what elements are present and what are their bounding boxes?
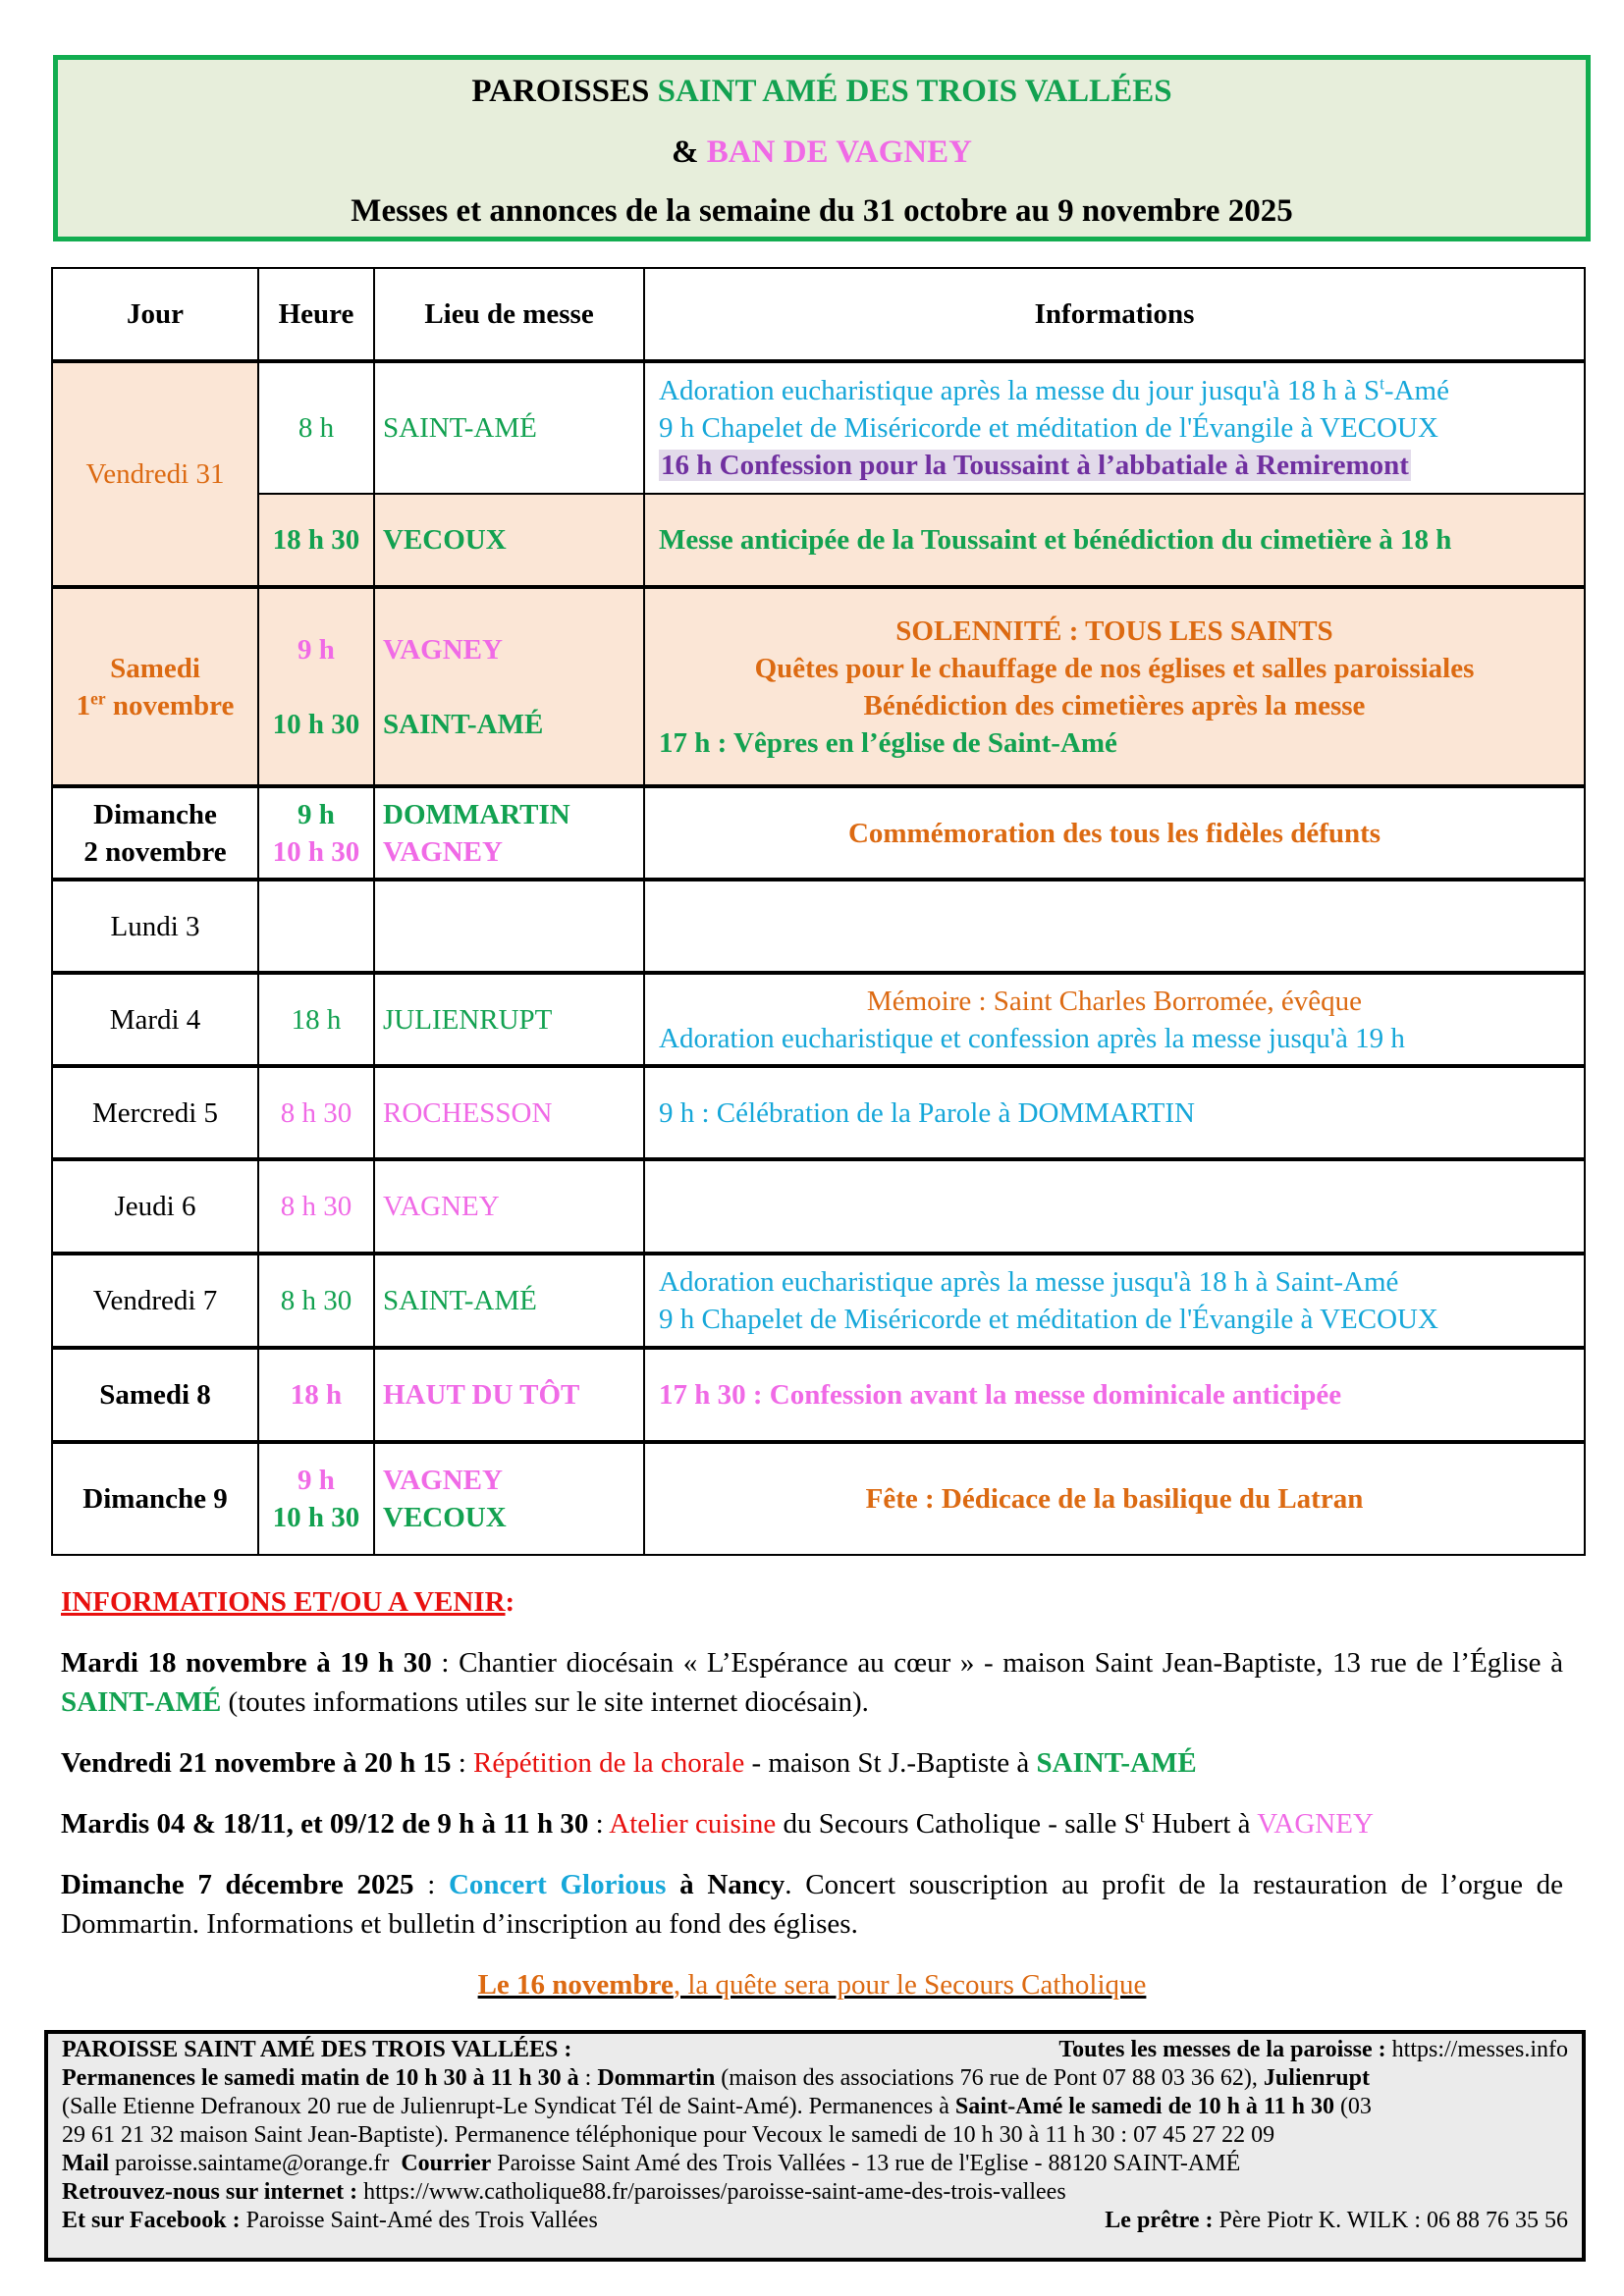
table-header-row [52,268,1585,361]
footer-permanences-line: (Salle Etienne Defranoux 20 rue de Julienrupt-Le Syndicat Tél de Saint-Amé). Permanences à Saint-Amé le samedi de 10 h à 11 h 30 (03 [62,2094,1372,2119]
place-cell: HAUT DU TÔT [374,1348,644,1442]
day-cell: Samedi 8 [52,1348,258,1442]
place-cell: SAINT-AMÉ [374,361,644,494]
hour-cell: 18 h [258,973,374,1066]
day-cell: Lundi 3 [52,880,258,973]
mass-schedule-table [51,267,1586,1556]
info-cell: 17 h 30 : Confession avant la messe dominicale anticipée [644,1348,1585,1442]
info-cell [644,1159,1585,1254]
info-cell: Mémoire : Saint Charles Borromée, évêque Adoration eucharistique et confession après la messe jusqu'à 19 h [644,973,1585,1066]
info-line: 9 h Chapelet de Miséricorde et méditation de l'Évangile à VECOUX [659,412,1438,444]
place-cell: DOMMARTIN VAGNEY [374,786,644,880]
column-header-lieu: Lieu de messe [374,268,644,361]
hour-cell: 8 h 30 [258,1254,374,1348]
announcement-item: Dimanche 7 décembre 2025 : Concert Glorious à Nancy. Concert souscription au profit de la restauration de l’orgue de Dommartin. Informations et bulletin d’inscription au fond des églises. [61,1869,1564,1940]
info-cell [644,361,1585,494]
messes-info-link[interactable]: https://messes.info [1385,2037,1568,2062]
footer-messes-info: Toutes les messes de la paroisse : https://messes.info [1058,2037,1568,2062]
table-row [52,494,1585,587]
table-row [52,1159,1585,1254]
header-title-line1 [58,70,1586,113]
hour-cell: 9 h 10 h 30 [258,587,374,786]
day-cell: Dimanche 9 [52,1442,258,1555]
table-row [52,1348,1585,1442]
hour-cell: 8 h 30 [258,1066,374,1159]
hour-cell: 8 h [258,361,374,494]
footer-facebook: Et sur Facebook : Paroisse Saint-Amé des Trois Vallées [62,2208,598,2233]
table-row [52,973,1585,1066]
info-line: Adoration eucharistique après la messe du jour jusqu'à 18 h à $S^t$-Amé [659,373,1449,406]
header-title-line2 [58,131,1586,174]
table-row [52,1066,1585,1159]
day-cell: Dimanche 2 novembre [52,786,258,880]
upcoming-info-section [61,1582,1563,2004]
day-cell: Jeudi 6 [52,1159,258,1254]
footer-permanences-line: 29 61 21 32 maison Saint Jean-Baptiste). Permanence téléphonique pour Vecoux le samedi de 10 h 30 à 11 h 30 : 07 45 27 22 09 [62,2122,1275,2148]
header-parish-name: SAINT AMÉ DES TROIS VALLÉES [657,74,1172,109]
header-ampersand: & [672,134,707,170]
website-link[interactable]: https://www.catholique88.fr/paroisses/paroisse-saint-ame-des-trois-vallees [357,2179,1066,2205]
collection-notice: Le 16 novembre, la quête sera pour le Secours Catholique [477,1969,1147,2001]
place-cell: VAGNEY VECOUX [374,1442,644,1555]
place-cell [374,880,644,973]
header-week-subtitle: Messes et annonces de la semaine du 31 octobre au 9 novembre 2025 [351,193,1293,229]
hour-cell [258,880,374,973]
table-row [52,1254,1585,1348]
hour-cell: 8 h 30 [258,1159,374,1254]
column-header-jour: Jour [52,268,258,361]
place-cell: JULIENRUPT [374,973,644,1066]
announcement-item: Mardi 18 novembre à 19 h 30 : Chantier diocésain « L’Espérance au cœur » - maison Saint Jean-Baptiste, 13 rue de l’Église à SAINT-AMÉ (toutes informations utiles sur le site internet diocésain). [61,1647,1563,1718]
place-cell: SAINT-AMÉ [374,1254,644,1348]
info-cell: SOLENNITÉ : TOUS LES SAINTS Quêtes pour le chauffage de nos églises et salles paroissiales Bénédiction des cimetières après la messe 17 h : Vêpres en l’église de Saint-Amé [644,587,1585,786]
announcement-item: Mardis 04 & 18/11, et 09/12 de 9 h à 11 h 30 : Atelier cuisine du Secours Catholique - salle $S^t$ Hubert à VAGNEY [61,1806,1374,1840]
info-cell: Messe anticipée de la Toussaint et bénédiction du cimetière à 18 h [644,494,1585,587]
footer-title-row [62,2036,1568,2064]
footer-parish-title: PAROISSE SAINT AMÉ DES TROIS VALLÉES : [62,2037,572,2062]
table-row [52,880,1585,973]
header-paroisses-label: PAROISSES [471,74,658,109]
facebook-link[interactable]: Paroisse Saint-Amé des Trois Vallées [240,2208,598,2233]
column-header-heure: Heure [258,268,374,361]
place-cell: VAGNEY SAINT-AMÉ [374,587,644,786]
day-cell: Vendredi 31 [52,361,258,587]
place-cell: VECOUX [374,494,644,587]
email-link[interactable]: paroisse.saintame@orange.fr [109,2151,402,2176]
info-line-highlighted: 16 h Confession pour la Toussaint à l’abbatiale à Remiremont [661,450,1409,481]
table-row [52,587,1585,786]
hour-cell: 18 h 30 [258,494,374,587]
footer-permanences-line: Permanences le samedi matin de 10 h 30 à 11 h 30 à : Dommartin (maison des associations 76 rue de Pont 07 88 03 36 62), Julienrupt [62,2065,1370,2091]
info-cell: Commémoration des tous les fidèles défunts [644,786,1585,880]
hour-cell: 9 h 10 h 30 [258,786,374,880]
table-row [52,786,1585,880]
info-cell [644,880,1585,973]
footer-contact-line: Mail paroisse.saintame@orange.fr Courrier Paroisse Saint Amé des Trois Vallées - 13 rue de l'Eglise - 88120 SAINT-AMÉ [62,2151,1241,2176]
day-cell: Samedi 1er novembre [52,587,258,786]
header-ban-name: BAN DE VAGNEY [706,134,972,170]
day-cell: Mercredi 5 [52,1066,258,1159]
day-cell: Vendredi 7 [52,1254,258,1348]
upcoming-info-title: INFORMATIONS ET/OU A VENIR: [61,1586,515,1618]
place-cell: VAGNEY [374,1159,644,1254]
place-cell: ROCHESSON [374,1066,644,1159]
info-cell: Fête : Dédicace de la basilique du Latran [644,1442,1585,1555]
info-cell: 9 h : Célébration de la Parole à DOMMARTIN [644,1066,1585,1159]
footer-website-line: Retrouvez-nous sur internet : https://www.catholique88.fr/paroisses/paroisse-saint-ame-des-trois-vallees [62,2179,1066,2205]
hour-cell: 9 h 10 h 30 [258,1442,374,1555]
column-header-informations: Informations [644,268,1585,361]
announcement-item: Vendredi 21 novembre à 20 h 15 : Répétition de la chorale - maison St J.-Baptiste à SAINT-AMÉ [61,1747,1197,1779]
parish-contact-box [44,2030,1586,2262]
header-box [53,55,1591,241]
info-cell: Adoration eucharistique après la messe jusqu'à 18 h à Saint-Amé 9 h Chapelet de Miséricorde et méditation de l'Évangile à VECOUX [644,1254,1585,1348]
hour-cell: 18 h [258,1348,374,1442]
day-cell: Mardi 4 [52,973,258,1066]
footer-bottom-row [62,2207,1568,2235]
footer-priest: Le prêtre : Père Piotr K. WILK : 06 88 76 35 56 [1105,2208,1568,2233]
table-row [52,361,1585,494]
table-row [52,1442,1585,1555]
